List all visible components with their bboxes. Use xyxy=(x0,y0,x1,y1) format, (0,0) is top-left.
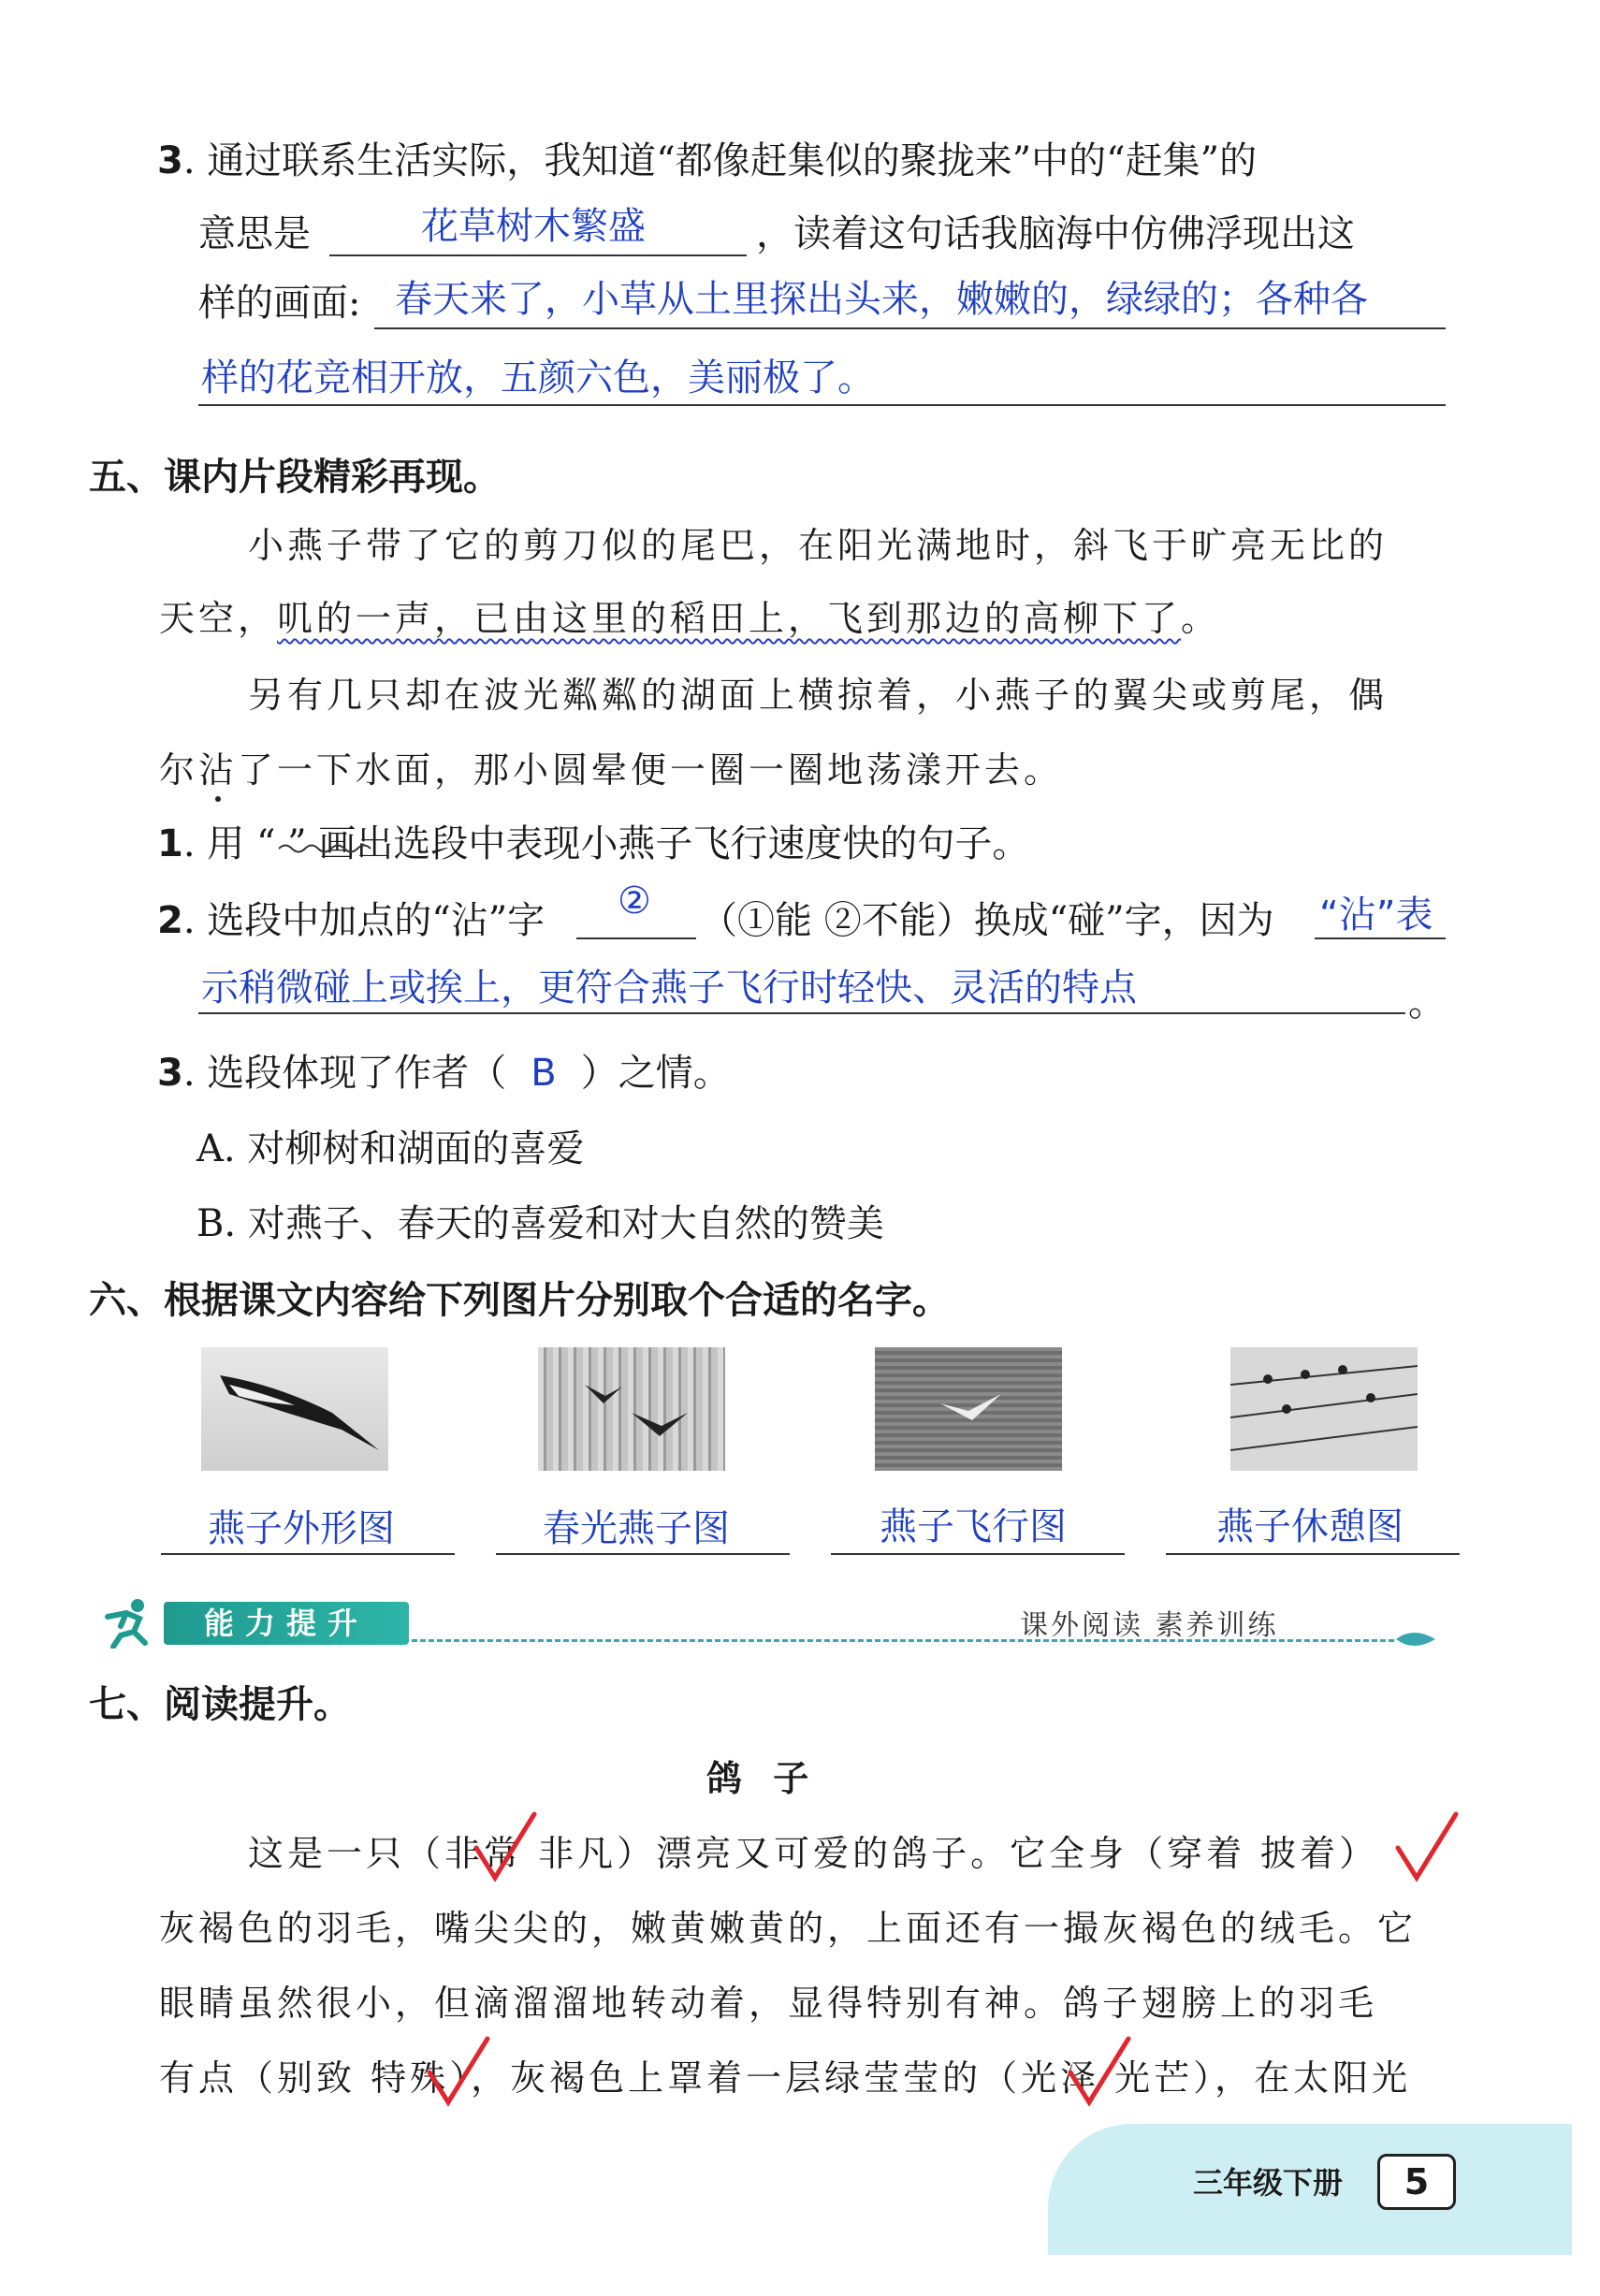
s5-q2-line1 xyxy=(157,891,545,944)
name-blank-3 xyxy=(831,1553,1125,1555)
section-7-title: 七、阅读提升。 xyxy=(89,1683,351,1726)
q3-suffix2: ，读着这句话我脑海中仿佛浮现出这 xyxy=(756,212,1355,255)
grade-label: 三年级下册 xyxy=(1193,2165,1344,2201)
section-6-title: 六、根据课文内容给下列图片分别取个合适的名字。 xyxy=(89,1279,950,1322)
swallows-resting-photo xyxy=(1230,1347,1418,1471)
name-blank-1 xyxy=(161,1553,455,1555)
runner-icon xyxy=(98,1598,156,1649)
check-mark-icon xyxy=(1394,1810,1460,1885)
q3-line1 xyxy=(157,131,1257,184)
s5-q2-reason-b: 示稍微碰上或挨上，更符合燕子飞行时轻快、灵活的特点 xyxy=(201,966,1137,1010)
s5-q1-text: . 用 “ ” 画出选段中表现小燕子飞行速度快的句子。 xyxy=(182,822,1030,865)
q3-blank-3 xyxy=(198,404,1446,406)
s5-q1 xyxy=(157,814,1029,867)
s5-q3-number: 3 xyxy=(157,1052,183,1095)
story-line-1: 这是一只（非常 非凡）漂亮又可爱的鸽子。它全身（穿着 披着） xyxy=(248,1833,1379,1874)
q3-answer-1: 花草树木繁盛 xyxy=(421,205,646,248)
q3-answer-2b: 样的花竞相开放，五颜六色，美丽极了。 xyxy=(201,356,875,400)
picture-name-2: 春光燕子图 xyxy=(543,1507,730,1550)
passage-2-post: 了一下水面，那小圆晕便一圈一圈地荡漾开去。 xyxy=(238,749,1064,791)
passage-1-post: 。 xyxy=(1181,598,1221,639)
q3-blank-1 xyxy=(329,254,747,256)
story-title: 鸽 子 xyxy=(706,1758,819,1799)
passage-2-line-1: 另有几只却在波光粼粼的湖面上横掠着，小燕子的翼尖或剪尾，偶 xyxy=(248,675,1389,716)
q3-number: 3 xyxy=(157,139,183,182)
swallow-outline-photo xyxy=(201,1347,388,1471)
ability-banner: 能力提升 xyxy=(164,1602,409,1645)
option-a: A. 对柳树和湖面的喜爱 xyxy=(196,1127,585,1170)
page-number: 5 xyxy=(1377,2154,1456,2210)
dotted-character: 沾 xyxy=(198,749,239,791)
q3-blank-2 xyxy=(374,327,1446,329)
s5-q2-blank-3 xyxy=(198,1012,1405,1014)
name-blank-4 xyxy=(1166,1553,1460,1555)
s5-q2-reason-a: “沾”表 xyxy=(1319,894,1433,937)
s5-q3-post: ）之情。 xyxy=(580,1052,731,1095)
banner-subtitle: 课外阅读 素养训练 xyxy=(1020,1609,1279,1642)
passage-2-pre: 尔 xyxy=(159,749,199,791)
picture-name-3: 燕子飞行图 xyxy=(880,1505,1067,1548)
passage-1-line-2 xyxy=(159,589,1220,641)
s5-q2-number: 2 xyxy=(157,899,183,942)
s5-q1-number: 1 xyxy=(157,822,183,865)
check-mark-icon xyxy=(1067,2035,1132,2110)
q3-text-1: . 通过联系生活实际，我知道“都像赶集似的聚拢来”中的“赶集”的 xyxy=(182,139,1258,182)
story-line-2: 灰褐色的羽毛，嘴尖尖的，嫩黄嫩黄的，上面还有一撮灰褐色的绒毛。它 xyxy=(159,1908,1418,1949)
s5-q2-blank-2 xyxy=(1315,937,1446,939)
q3-prefix3: 样的画面: xyxy=(198,282,361,325)
passage-1-pre: 天空， xyxy=(159,598,278,639)
banner-dashed-divider xyxy=(412,1639,1394,1642)
leaf-icon xyxy=(1394,1628,1437,1650)
story-line-3: 眼睛虽然很小，但滴溜溜地转动着，显得特别有神。鸽子翅膀上的羽毛 xyxy=(159,1983,1378,2024)
spring-swallow-photo xyxy=(538,1347,725,1471)
wavy-underlined-sentence: 叽的一声，已由这里的稻田上，飞到那边的高柳下了 xyxy=(277,598,1182,639)
s5-q2-mid: （①能 ②不能）换成“碰”字，因为 xyxy=(700,899,1274,942)
swallow-flying-photo xyxy=(875,1347,1062,1471)
s5-q3-answer: B xyxy=(531,1052,557,1095)
name-blank-2 xyxy=(496,1553,790,1555)
q3-answer-2a: 春天来了，小草从土里探出头来，嫩嫩的，绿绿的；各种各 xyxy=(395,278,1368,321)
story-line-4: 有点（别致 特殊），灰褐色上罩着一层绿莹莹的（光泽 光芒），在太阳光 xyxy=(159,2057,1412,2099)
check-mark-icon xyxy=(473,1810,538,1885)
s5-q3 xyxy=(157,1043,731,1097)
s5-q2-pre: . 选段中加点的“沾”字 xyxy=(182,899,545,942)
check-mark-icon xyxy=(426,2035,491,2110)
passage-2-line-2 xyxy=(159,741,1063,792)
s5-q3-pre: . 选段体现了作者（ xyxy=(182,1052,507,1095)
passage-1-line-1: 小燕子带了它的剪刀似的尾巴，在阳光满地时，斜飞于旷亮无比的 xyxy=(248,525,1389,566)
wavy-line-sample xyxy=(277,842,380,855)
q3-prefix2: 意思是 xyxy=(198,212,311,255)
s5-q2-blank-1 xyxy=(576,937,696,939)
s5-q2-end: 。 xyxy=(1408,981,1446,1024)
option-b: B. 对燕子、春天的喜爱和对大自然的赞美 xyxy=(196,1202,884,1245)
section-5-title: 五、课内片段精彩再现。 xyxy=(89,456,501,499)
s5-q2-answer: ② xyxy=(618,879,651,923)
picture-name-1: 燕子外形图 xyxy=(208,1507,395,1550)
picture-name-4: 燕子休憩图 xyxy=(1216,1505,1404,1548)
